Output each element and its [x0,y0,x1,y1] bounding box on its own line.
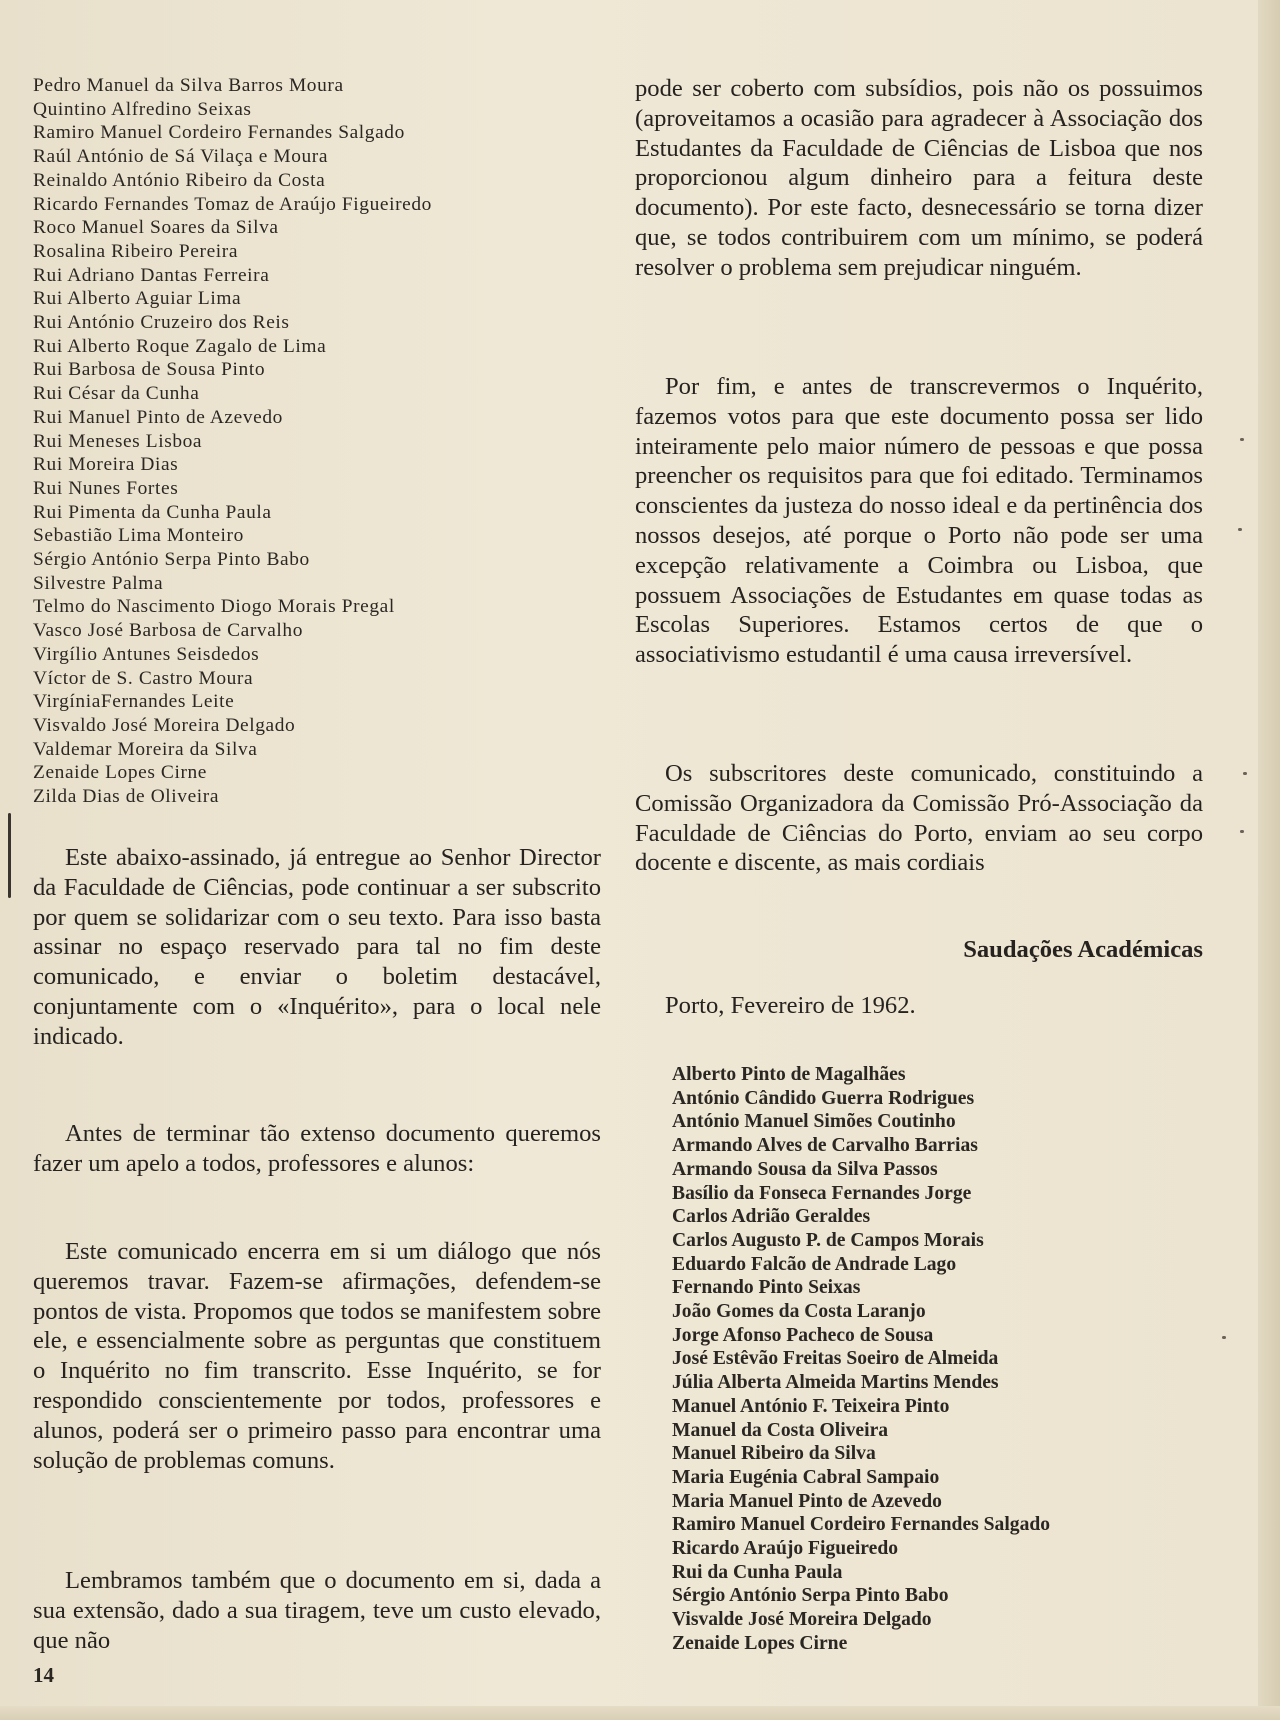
signatory-item: Armando Sousa da Silva Passos [672,1158,938,1180]
signatory-item: Carlos Augusto P. de Campos Morais [672,1229,984,1251]
signatory-item: Armando Alves de Carvalho Barrias [672,1135,978,1157]
paragraph-custo: Lembramos também que o documento em si, dada a sua extensão, dado a sua tiragem, teve um custo elevado, que não [33,1567,601,1654]
signatory-item: Eduardo Falcão de Andrade Lago [672,1253,957,1275]
name-list-item: Rui Alberto Aguiar Lima [33,288,242,310]
signatory-item: Júlia Alberta Almeida Martins Mendes [672,1372,999,1394]
name-list-item: Rosalina Ribeiro Pereira [33,240,239,262]
page-number: 14 [33,1663,54,1687]
name-list-item: Silvestre Palma [33,572,164,594]
name-list-item: VirgíniaFernandes Leite [33,691,235,713]
name-list-item: Rui Manuel Pinto de Azevedo [33,406,283,428]
name-list-item: Zenaide Lopes Cirne [33,762,208,784]
signatory-item: João Gomes da Costa Laranjo [672,1301,926,1323]
name-list-item: Rui Pimenta da Cunha Paula [33,501,272,523]
paragraph-apelo: Antes de terminar tão extenso documento queremos fazer um apelo a todos, professores e alunos: [33,1120,601,1177]
name-list-item: Rui Alberto Roque Zagalo de Lima [33,335,327,357]
name-list-item: Vasco José Barbosa de Carvalho [33,620,304,642]
paragraph-abaixo-assinado: Este abaixo-assinado, já entregue ao Senhor Director da Faculdade de Ciências, pode continuar a ser subscrito por quem se solidarizar com o seu texto. Para isso basta assinar no espaço reservado para tal no fim deste comunicado, e enviar o boletim destacável, conjuntamente com o «Inquérito», para o local nele indicado. [33,844,601,1050]
left-names-list [33,74,603,809]
signatories-list [672,1063,1050,1656]
name-list-item: Rui Adriano Dantas Ferreira [33,264,270,286]
signatory-item: Manuel da Costa Oliveira [672,1419,889,1441]
name-list-item: Sebastião Lima Monteiro [33,525,244,547]
ink-speck [1222,1336,1226,1339]
left-names-column [33,74,603,809]
paragraph-votos: Por fim, e antes de transcrevermos o Inquérito, fazemos votos para que este documento possa ser lido inteiramente pelo maior número de pessoas e que possa preencher os requisitos para que foi editado. Terminamos conscientes da justeza do nosso ideal e da pertinência dos nossos desejos, até porque o Porto não pode ser uma excepção relativamente a Coimbra ou Lisboa, que possuem Associações de Estudantes em quase todas as Escolas Superiores. Estamos certos de que o associativismo estudantil é uma causa irreversível. [635,373,1203,669]
name-list-item: Quintino Alfredino Seixas [33,98,252,120]
name-list-item: Raúl António de Sá Vilaça e Moura [33,146,329,168]
signatory-item: Carlos Adrião Geraldes [672,1206,871,1228]
name-list-item: Rui António Cruzeiro dos Reis [33,312,290,334]
name-list-item: Telmo do Nascimento Diogo Morais Pregal [33,596,395,618]
signatory-item: Maria Manuel Pinto de Azevedo [672,1490,942,1512]
ink-speck [1238,528,1242,531]
page-edge-right [1258,0,1280,1720]
ink-speck [1240,830,1244,833]
name-list-item: Rui Nunes Fortes [33,477,179,499]
name-list-item: Rui César da Cunha [33,383,200,405]
paragraph-subscritores: Os subscritores deste comunicado, constituindo a Comissão Organizadora da Comissão Pró-Associação da Faculdade de Ciências do Porto, enviam ao seu corpo docente e discente, as mais cordiais [635,760,1203,877]
signatory-item: Basílio da Fonseca Fernandes Jorge [672,1182,972,1204]
name-list-item: Pedro Manuel da Silva Barros Moura [33,75,344,96]
salutation: Saudações Académicas [963,936,1203,963]
name-list-item: Zilda Dias de Oliveira [33,786,220,808]
signatory-item: Zenaide Lopes Cirne [672,1632,848,1654]
margin-ink-mark [8,813,11,898]
name-list-item: Rui Moreira Dias [33,454,179,476]
name-list-item: Virgílio Antunes Seisdedos [33,643,260,665]
signatory-item: António Manuel Simões Coutinho [672,1111,956,1133]
signatory-item: António Cândido Guerra Rodrigues [672,1087,975,1109]
signatory-item: Manuel Ribeiro da Silva [672,1443,876,1465]
signatory-item: José Estêvão Freitas Soeiro de Almeida [672,1348,999,1370]
name-list-item: Rui Barbosa de Sousa Pinto [33,359,266,381]
signatory-item: Rui da Cunha Paula [672,1561,843,1583]
signatory-item: Jorge Afonso Pacheco de Sousa [672,1324,934,1346]
paragraph-subsidios: pode ser coberto com subsídios, pois não os possuimos (aproveitamos a ocasião para agradecer à Associação dos Estudantes da Faculdade de Ciências de Lisboa que nos proporcionou algum dinheiro para a feitura deste documento). Por este facto, desnecessário se torna dizer que, se todos contribuirem com um mínimo, se poderá resolver o problema sem prejudicar ninguém. [635,75,1203,281]
name-list-item: Roco Manuel Soares da Silva [33,217,279,239]
name-list-item: Reinaldo António Ribeiro da Costa [33,169,326,191]
paragraph-dialogo: Este comunicado encerra em si um diálogo que nós queremos travar. Fazem-se afirmações, defendem-se pontos de vista. Propomos que todos se manifestem sobre ele, e essencialmente sobre as perguntas que constituem o Inquérito no fim transcrito. Esse Inquérito, se for respondido conscientemente por todos, professores e alunos, poderá ser o primeiro passo para encontrar uma solução de problemas comuns. [33,1238,601,1474]
page-edge-bottom [0,1706,1280,1720]
signatory-item: Fernando Pinto Seixas [672,1277,861,1299]
name-list-item: Valdemar Moreira da Silva [33,738,258,760]
signatory-item: Maria Eugénia Cabral Sampaio [672,1466,940,1488]
name-list-item: Sérgio António Serpa Pinto Babo [33,549,310,571]
signatory-item: Ramiro Manuel Cordeiro Fernandes Salgado [672,1514,1051,1536]
name-list-item: Visvaldo José Moreira Delgado [33,714,296,736]
name-list-item: Ramiro Manuel Cordeiro Fernandes Salgado [33,122,405,144]
signatory-item: Ricardo Araújo Figueiredo [672,1538,899,1560]
ink-speck [1240,438,1244,441]
name-list-item: Ricardo Fernandes Tomaz de Araújo Figueiredo [33,193,432,215]
name-list-item: Víctor de S. Castro Moura [33,667,254,689]
signatory-item: Alberto Pinto de Magalhães [672,1064,906,1085]
name-list-item: Rui Meneses Lisboa [33,430,203,452]
signatory-item: Manuel António F. Teixeira Pinto [672,1395,950,1417]
signatory-item: Visvalde José Moreira Delgado [672,1609,932,1631]
place-date: Porto, Fevereiro de 1962. [665,992,916,1019]
ink-speck [1243,772,1247,775]
signatory-item: Sérgio António Serpa Pinto Babo [672,1585,949,1607]
